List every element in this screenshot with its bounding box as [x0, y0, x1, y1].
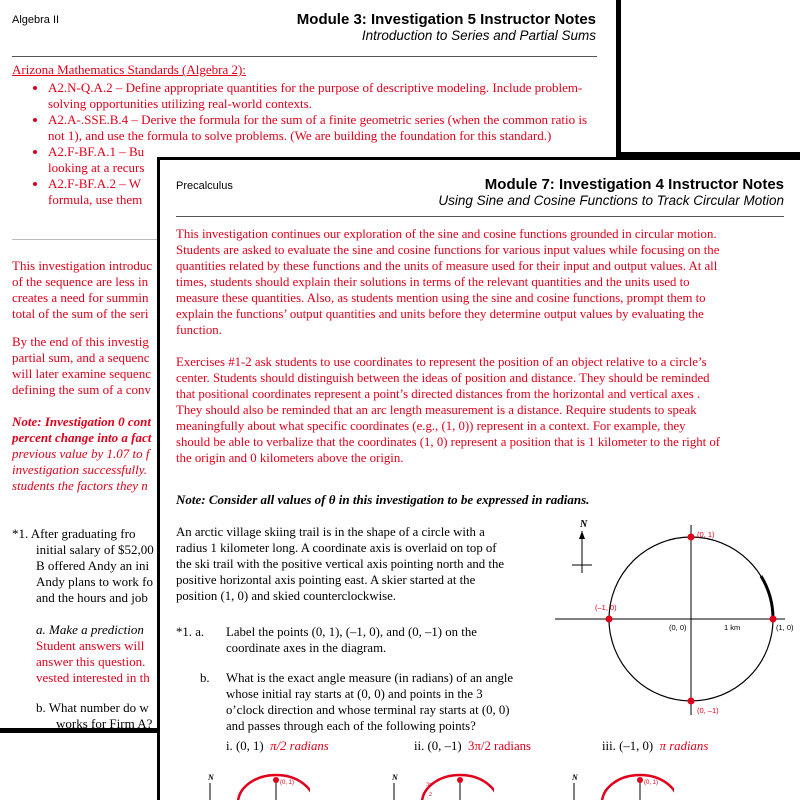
front-exercises-paragraph: Exercises #1-2 ask students to use coordinates to represent the position of an object relative to a circle’s center. Students should distinguish between the ideas of position and distance. They should be reminded that positional coordinates represent a point’s directed distances from the horizontal and vertical axes . They should also be reminded that an arc length measurement is a distance. Require students to speak meaningfully about what specific coordinates (e.g., (1, 0)) represent in a context. For example, they should be able to verbalize that the coordinates (1, 0) represent a position that is 1 kilometer to the right of the origin and 0 kilometers above the origin.: [176, 355, 721, 465]
label-km: 1 km: [724, 623, 741, 632]
north-arrow-head: [579, 531, 585, 539]
back-course-label: Algebra II: [12, 14, 60, 26]
back-title: Module 3: Investigation 5 Instructor Notes: [296, 11, 596, 28]
back-note: Note: Investigation 0 cont percent change into a fact previous value by 1.07 to f investigation successfully. students the factors they n: [12, 414, 152, 493]
question-1b: What is the exact angle measure (in radians) of an angle whose initial ray starts at (0, 0) and points in the 3 o’clock direction and whose terminal ray starts at (0, 0) and passes through each of the following points?: [226, 671, 514, 733]
back-page-corner: [621, 0, 800, 152]
mini-north-label: N: [392, 773, 398, 782]
skied-arc: [761, 576, 773, 619]
mini-diagram-iii: [564, 770, 674, 800]
answer-i: i. (0, 1) π/2 radians: [226, 739, 329, 753]
standards-heading: Arizona Mathematics Standards (Algebra 2):: [12, 62, 246, 77]
label-origin: (0, 0): [669, 623, 687, 632]
point-top: [688, 534, 695, 541]
mini-fraction-num: 3π: [426, 782, 433, 788]
back-subtitle: Introduction to Series and Partial Sums: [361, 28, 596, 43]
front-header: [438, 176, 784, 208]
question-1b-number: b.: [200, 671, 210, 685]
mini-fraction-den: 2: [429, 792, 432, 798]
mini-north-label: N: [208, 773, 214, 782]
front-intro-paragraph: This investigation continues our exploration of the sine and cosine functions grounded in circular motion. Students are asked to evaluate the sine and cosine functions for various input values while focusing on the quantities related by these functions and the units of measure used for their input and output values. At all times, students should explain their solutions in terms of the relevant quantities and the units used to measure these quantities. Also, as students mention using the sine and cosine functions, prompt them to explain the functions’ output quantities and units before they determine output values by evaluating the function.: [176, 227, 720, 337]
front-title: Module 7: Investigation 4 Instructor Notes: [484, 176, 784, 193]
mini-north-label: N: [572, 773, 578, 782]
point-right: [770, 616, 777, 623]
answer-iii: iii. (–1, 0) π radians: [602, 739, 709, 753]
label-left: (–1, 0): [595, 603, 617, 612]
back-page-bottom: [0, 733, 157, 800]
mini-label: (0, 1): [644, 780, 659, 786]
north-label: N: [580, 519, 588, 530]
standard-item: • A2.N-Q.A.2 – Define appropriate quantities for the purpose of descriptive modeling. Include problem-solving opportunities utilizing real-world contexts.: [48, 80, 594, 112]
label-right: (1, 0): [776, 623, 794, 632]
question-1a-number: *1. a.: [176, 625, 205, 639]
front-document-page: [157, 157, 800, 800]
label-top: (0, 1): [697, 530, 715, 539]
ski-trail-problem: An arctic village skiing trail is in the shape of a circle with a radius 1 kilometer long. A coordinate axis is overlaid on top of the ski trail with the positive vertical axis pointing north and the positive horizontal axis pointing east. A skier started at the position (1, 0) and skied counterclockwise.: [176, 525, 505, 603]
unit-circle-diagram: [555, 515, 795, 715]
front-header-rule: [176, 216, 784, 217]
back-section-rule: [12, 239, 172, 240]
front-subtitle: Using Sine and Cosine Functions to Track Circular Motion: [438, 193, 784, 208]
point-bottom: [688, 698, 695, 705]
back-question-1b: b. What number do w works for Firm A?: [36, 700, 153, 728]
back-goals-paragraph: By the end of this investig partial sum, and a sequenc will later examine sequenc defining the sum of a conv: [12, 334, 151, 397]
mini-label: (0, 1): [280, 780, 295, 786]
label-bottom: (0, –1): [697, 706, 719, 715]
standard-item: • A2.F-BF.A.2 – W formula, use them: [48, 176, 594, 208]
answer-ii: ii. (0, –1) 3π/2 radians: [414, 739, 532, 753]
standard-item: • A2.F-BF.A.1 – Bu looking at a recurs: [48, 144, 594, 176]
question-1a: Label the points (0, 1), (–1, 0), and (0, –1) on the coordinate axes in the diagram.: [226, 625, 477, 655]
north-compass: [572, 519, 592, 573]
back-intro-paragraph: This investigation introduc of the sequence are less in creates a need for summin total of the sum of the seri: [12, 258, 153, 321]
front-radians-note: Note: Consider all values of θ in this investigation to be expressed in radians.: [176, 492, 590, 507]
front-course-label: Precalculus: [176, 180, 233, 192]
mini-diagram-ii: [384, 770, 494, 800]
back-question-1: *1. After graduating fro initial salary of $52,00 B offered Andy an ini Andy plans to work fo and the hours and job: [12, 526, 154, 605]
back-header: [297, 11, 596, 43]
point-left: [606, 616, 613, 623]
standard-item: • A2.A-.SSE.B.4 – Derive the formula for the sum of a finite geometric series (when the common ratio is not 1), and use the formula to solve problems. (We are building the foundation for this standard.): [48, 112, 594, 144]
mini-diagram-i: [200, 770, 310, 800]
back-question-1a: a. Make a prediction Student answers will answer this question. vested interested in th: [36, 622, 150, 685]
back-header-rule: [12, 56, 597, 57]
